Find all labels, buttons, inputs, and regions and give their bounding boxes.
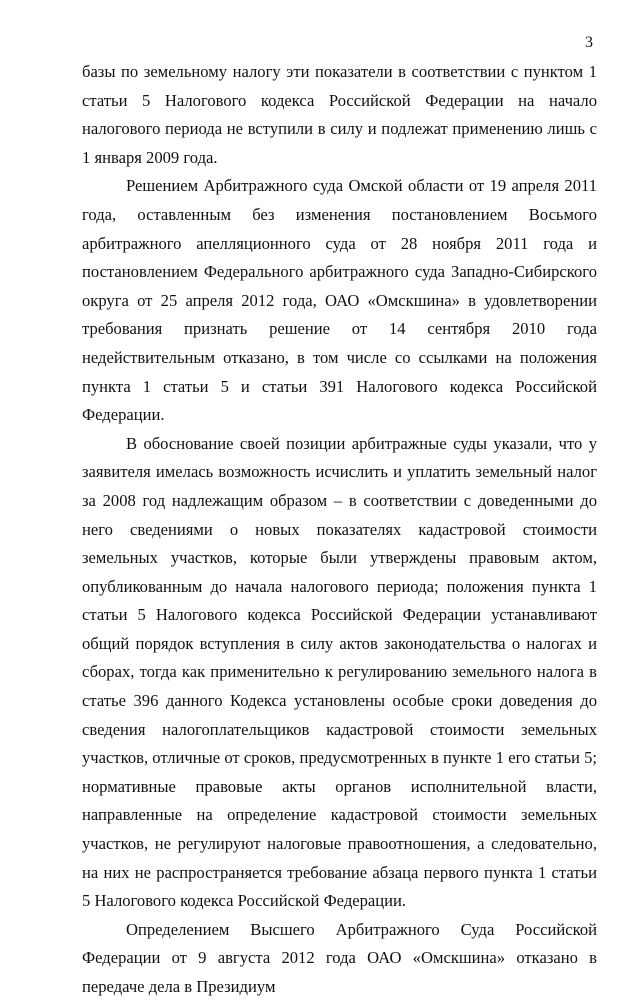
document-body bbox=[82, 58, 597, 1002]
page-number: 3 bbox=[585, 34, 593, 51]
paragraph-continuation: базы по земельному налогу эти показатели в соответствии с пунктом 1 статьи 5 Налогового кодекса Российской Федерации на начало налогового периода не вступили в силу и подлежат применению лишь с 1 января 2009 года. bbox=[82, 62, 597, 167]
paragraph-arbitration-decision: Решением Арбитражного суда Омской области от 19 апреля 2011 года, оставленным без изменения постановлением Восьмого арбитражного апелляционного суда от 28 ноября 2011 года и постановлением Федерального арбитражного суда Западно-Сибирского округа от 25 апреля 2012 года, ОАО «Омскшина» в удовлетворении требования признать решение от 14 сентября 2010 года недействительным отказано, в том числе со ссылками на положения пункта 1 статьи 5 и статьи 391 Налогового кодекса Российской Федерации. bbox=[82, 176, 597, 425]
paragraph-supreme-court-ruling: Определением Высшего Арбитражного Суда Российской Федерации от 9 августа 2012 года ОАО «Омскшина» отказано в передаче дела в Президиум bbox=[82, 919, 597, 996]
paragraph-court-reasoning: В обоснование своей позиции арбитражные суды указали, что у заявителя имелась возможность исчислить и уплатить земельный налог за 2008 год надлежащим образом – в соответствии с доведенными до него сведениями о новых показателях кадастровой стоимости земельных участков, которые были утверждены правовым актом, опубликованным до начала налогового периода; положения пункта 1 статьи 5 Налогового кодекса Российской Федерации устанавливают общий порядок вступления в силу актов законодательства о налогах и сборах, тогда как применительно к регулированию земельного налога в статье 396 данного Кодекса установлены особые сроки доведения до сведения налогоплательщиков кадастровой стоимости земельных участков, отличные от сроков, предусмотренных в пункте 1 его статьи 5; нормативные правовые акты органов исполнительной власти, направленные на определение кадастровой стоимости земельных участков, не регулируют налоговые правоотношения, а следовательно, на них не распространяется требование абзаца первого пункта 1 статьи 5 Налогового кодекса Российской Федерации. bbox=[82, 433, 597, 911]
